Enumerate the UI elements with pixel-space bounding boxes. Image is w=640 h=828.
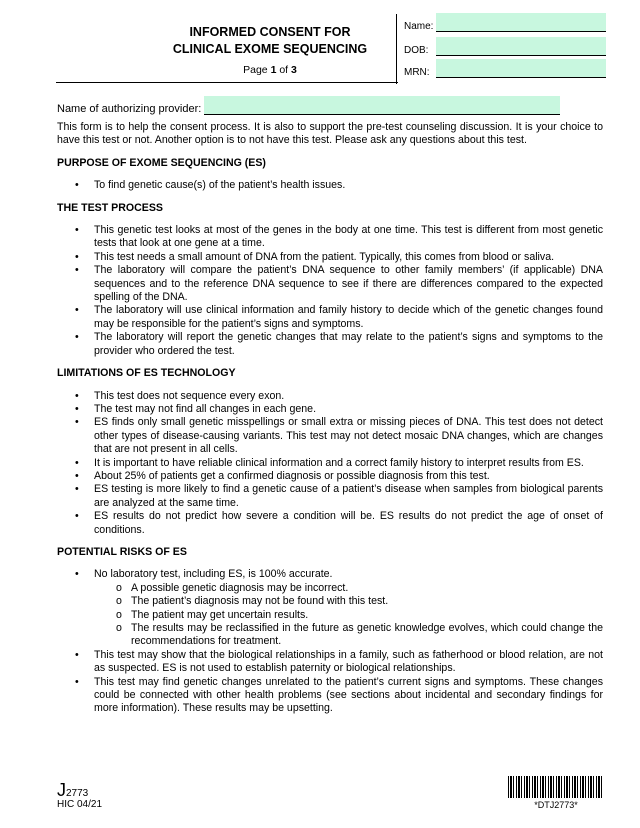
form-title-line2: CLINICAL EXOME SEQUENCING <box>172 42 368 56</box>
mrn-label: MRN: <box>404 67 430 78</box>
section-heading-test-process: THE TEST PROCESS <box>57 201 163 214</box>
dob-label: DOB: <box>404 45 429 56</box>
provider-label: Name of authorizing provider: <box>57 103 202 115</box>
list-item: • ES testing is more likely to find a genetic cause of a patient’s disease when samples from biological parents are analyzed at the same time. <box>57 483 603 510</box>
section-heading-risks: POTENTIAL RISKS OF ES <box>57 545 187 558</box>
form-letter: J <box>57 780 66 800</box>
page-total: 3 <box>291 64 297 76</box>
section-heading-limitations: LIMITATIONS OF ES TECHNOLOGY <box>57 367 236 380</box>
header-divider-vertical <box>396 14 397 84</box>
form-title <box>140 24 400 58</box>
list-item: • No laboratory test, including ES, is 100% accurate. o A possible genetic diagnosis may be incorrect. o The patient’s diagnosis may not be found with this test. o The patient may get uncertain results. o The results may be reclassified in the future as genetic knowledge evolves, which could change the recommendations for treatment. <box>57 568 603 648</box>
list-item: • This genetic test looks at most of the genes in the body at one time. This test is different from most genetic tests that look at one gene at a time. <box>57 224 603 251</box>
section-heading-purpose: PURPOSE OF EXOME SEQUENCING (ES) <box>57 156 266 169</box>
list-item: • This test does not sequence every exon. <box>57 390 603 403</box>
list-item: • The laboratory will report the genetic changes that may relate to the patient’s signs and symptoms to the provider who ordered the test. <box>57 331 603 358</box>
list-item: • This test may show that the biological relationships in a family, such as fatherhood or blood relation, are not as suspected. ES is not used to establish paternity or biological relationships. <box>57 649 603 676</box>
list-item: • It is important to have reliable clinical information and a correct family history to interpret results from ES. <box>57 457 603 470</box>
form-number: 2773 <box>66 788 89 799</box>
header-divider-horizontal <box>56 82 398 83</box>
form-id <box>57 780 88 801</box>
page-current: 1 <box>270 64 277 76</box>
list-item: • This test needs a small amount of DNA from the patient. Typically, this comes from blood or saliva. <box>57 251 603 264</box>
form-revision: HIC 04/21 <box>57 799 103 810</box>
purpose-list <box>57 179 603 192</box>
form-body <box>57 121 603 725</box>
list-item: • ES results do not predict how severe a condition will be. ES results do not predict the age of onset of conditions. <box>57 510 603 537</box>
sub-list-item: o A possible genetic diagnosis may be incorrect. <box>94 582 603 595</box>
form-title-line1: INFORMED CONSENT FOR <box>189 25 351 39</box>
page-indicator: Page 1 of 3 <box>243 64 297 76</box>
list-item: • This test may find genetic changes unrelated to the patient’s current signs and symptoms. These changes could be connected with other health problems (see sections about incidental and secondary findings for more information). These results may be upsetting. <box>57 676 603 716</box>
patient-name-row <box>404 13 606 32</box>
provider-row <box>57 96 560 115</box>
mrn-field[interactable] <box>436 59 606 78</box>
dob-field[interactable] <box>436 37 606 56</box>
patient-name-field[interactable] <box>436 13 606 32</box>
test-process-list <box>57 224 603 358</box>
barcode-text: *DTJ2773* <box>534 800 578 810</box>
list-item: • To find genetic cause(s) of the patient’s health issues. <box>57 179 603 192</box>
list-item: • The laboratory will use clinical information and family history to decide which of the genetic changes found may be responsible for the patient’s signs and symptoms. <box>57 304 603 331</box>
mrn-row <box>404 59 606 78</box>
sub-list-item: o The results may be reclassified in the future as genetic knowledge evolves, which could change the recommendations for treatment. <box>94 622 603 649</box>
limitations-list <box>57 390 603 537</box>
list-item: • About 25% of patients get a confirmed diagnosis or possible diagnosis from this test. <box>57 470 603 483</box>
sub-list-item: o The patient may get uncertain results. <box>94 609 603 622</box>
barcode-icon <box>508 776 604 798</box>
intro-paragraph: This form is to help the consent process. It is also to support the pre-test counseling discussion. It is your choice to have this test or not. Another option is to not have this test. Please ask any questions about this test. <box>57 121 603 147</box>
dob-row <box>404 37 606 56</box>
list-item: • The test may not find all changes in each gene. <box>57 403 603 416</box>
list-item: • ES finds only small genetic misspellings or small extra or missing pieces of DNA. This test does not detect other types of disease-causing variants. This test may not detect mosaic DNA changes, which are changes that are not present in all cells. <box>57 416 603 456</box>
list-item: • The laboratory will compare the patient’s DNA sequence to other family members’ (if applicable) DNA sequences and to the reference DNA sequence to see if there are differences compared to the expected spelling of the DNA. <box>57 264 603 304</box>
provider-field[interactable] <box>204 96 560 115</box>
sub-list-item: o The patient’s diagnosis may not be found with this test. <box>94 595 603 608</box>
risks-list <box>57 568 603 715</box>
patient-name-label: Name: <box>404 21 434 32</box>
risks-sub-list <box>94 582 603 649</box>
